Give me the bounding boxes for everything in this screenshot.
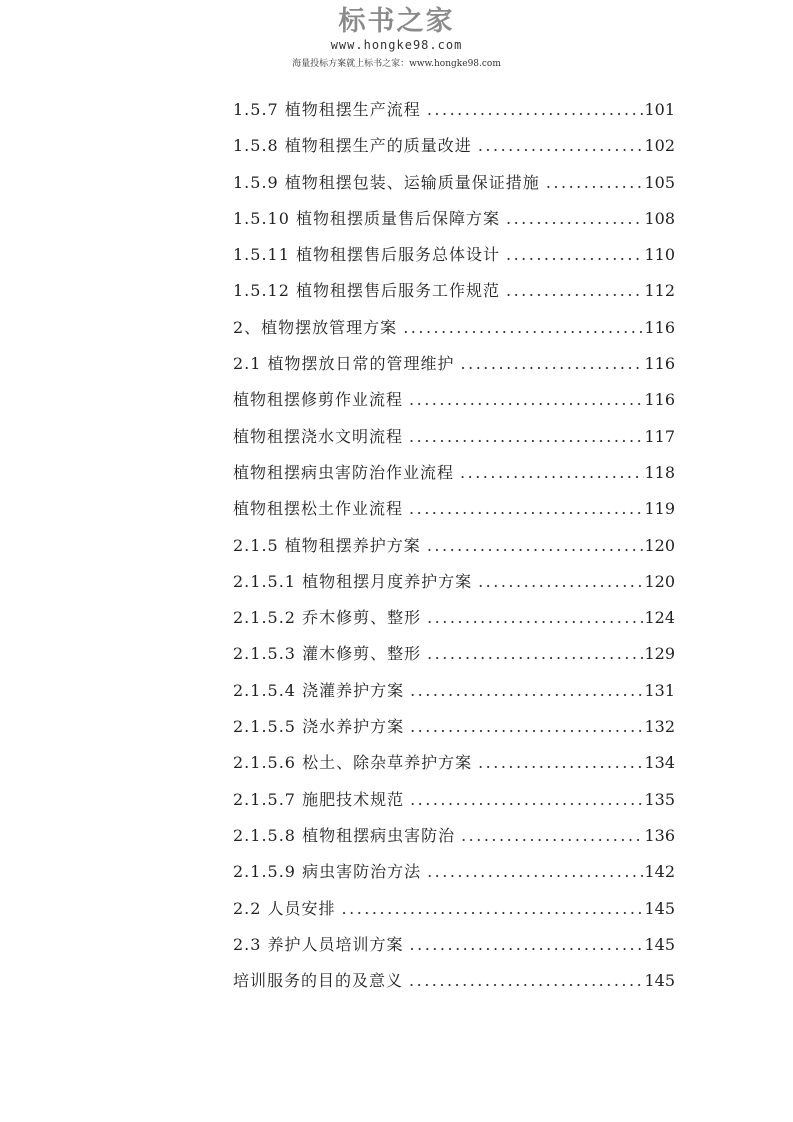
toc-entry-page-number: 131 <box>644 680 675 700</box>
toc-dot-leader <box>472 572 644 591</box>
toc-dot-leader <box>336 899 645 918</box>
toc-dot-leader <box>421 608 644 627</box>
toc-entry[interactable] <box>233 424 675 460</box>
header-tagline: 海量投标方案就上标书之家：www.hongke98.com <box>292 59 501 69</box>
toc-entry-page-number: 117 <box>644 426 675 446</box>
toc-dot-leader <box>454 463 644 482</box>
toc-dot-leader <box>540 173 645 192</box>
toc-entry-page-number: 135 <box>644 789 675 809</box>
page-header <box>0 6 793 70</box>
toc-entry[interactable] <box>233 896 675 932</box>
toc-dot-leader <box>404 681 644 700</box>
toc-entry-title: 2、植物摆放管理方案 <box>233 317 398 337</box>
toc-entry[interactable] <box>233 605 675 641</box>
toc-dot-leader <box>500 209 644 228</box>
toc-dot-leader <box>403 427 644 446</box>
toc-entry-title: 2.2 人员安排 <box>233 898 336 918</box>
toc-entry-page-number: 136 <box>644 825 675 845</box>
toc-entry[interactable] <box>233 460 675 496</box>
toc-entry[interactable] <box>233 351 675 387</box>
toc-entry-page-number: 105 <box>644 172 675 192</box>
toc-entry-page-number: 134 <box>644 753 675 773</box>
toc-entry[interactable] <box>233 678 675 714</box>
toc-entry-title: 2.1.5 植物租摆养护方案 <box>233 535 421 555</box>
toc-entry-page-number: 118 <box>644 462 675 482</box>
toc-dot-leader <box>421 100 645 119</box>
toc-dot-leader <box>455 826 644 845</box>
toc-entry-page-number: 120 <box>644 535 675 555</box>
toc-entry-title: 植物租摆浇水文明流程 <box>233 426 404 446</box>
toc-entry-title: 植物租摆病虫害防治作业流程 <box>233 462 455 482</box>
toc-entry-page-number: 129 <box>644 644 675 664</box>
toc-dot-leader <box>403 390 644 409</box>
toc-dot-leader <box>421 644 644 663</box>
toc-entry-page-number: 116 <box>644 317 675 337</box>
toc-dot-leader <box>403 971 644 990</box>
toc-entry-title: 2.3 养护人员培训方案 <box>233 934 404 954</box>
toc-entry[interactable] <box>233 714 675 750</box>
toc-entry[interactable] <box>233 859 675 895</box>
toc-entry[interactable] <box>233 242 675 278</box>
toc-entry-title: 培训服务的目的及意义 <box>233 971 404 991</box>
toc-entry-page-number: 116 <box>644 354 675 374</box>
toc-dot-leader <box>403 499 644 518</box>
toc-entry-title: 1.5.9 植物租摆包装、运输质量保证措施 <box>233 172 540 192</box>
toc-entry-page-number: 124 <box>644 608 675 628</box>
toc-entry-title: 2.1.5.8 植物租摆病虫害防治 <box>233 825 456 845</box>
toc-entry-page-number: 116 <box>644 390 675 410</box>
toc-entry-page-number: 142 <box>644 862 675 882</box>
toc-entry-title: 植物租摆松土作业流程 <box>233 499 404 519</box>
toc-dot-leader <box>500 281 644 300</box>
toc-entry-title: 2.1.5.1 植物租摆月度养护方案 <box>233 571 473 591</box>
toc-dot-leader <box>421 536 645 555</box>
toc-entry-page-number: 120 <box>644 571 675 591</box>
site-logo: 标书之家 <box>338 6 455 37</box>
toc-entry[interactable] <box>233 387 675 423</box>
toc-entry[interactable] <box>233 787 675 823</box>
toc-dot-leader <box>500 245 644 264</box>
toc-entry[interactable] <box>233 932 675 968</box>
toc-dot-leader <box>472 136 645 155</box>
toc-entry-title: 1.5.7 植物租摆生产流程 <box>233 100 421 119</box>
toc-entry[interactable] <box>233 968 675 1004</box>
toc-entry-title: 2.1.5.5 浇水养护方案 <box>233 717 405 737</box>
toc-entry[interactable] <box>233 569 675 605</box>
toc-dot-leader <box>397 318 644 337</box>
toc-entry-page-number: 132 <box>644 717 675 737</box>
toc-entry-title: 2.1.5.6 松土、除杂草养护方案 <box>233 753 473 773</box>
toc-entry-page-number: 119 <box>644 499 675 519</box>
toc-entry[interactable] <box>233 315 675 351</box>
toc-entry[interactable] <box>233 533 675 569</box>
toc-dot-leader <box>455 354 645 373</box>
toc-entry-page-number: 112 <box>644 281 675 301</box>
toc-entry[interactable] <box>233 133 675 169</box>
toc-entry-page-number: 108 <box>644 208 675 228</box>
toc-dot-leader <box>472 753 644 772</box>
toc-entry-title: 2.1.5.7 施肥技术规范 <box>233 789 405 809</box>
toc-entry-page-number: 101 <box>644 100 675 119</box>
toc-entry-title: 2.1.5.9 病虫害防治方法 <box>233 862 422 882</box>
site-url: www.hongke98.com <box>330 38 463 52</box>
toc-entry[interactable] <box>233 750 675 786</box>
toc-entry-page-number: 102 <box>644 136 675 156</box>
toc-entry[interactable] <box>233 170 675 206</box>
toc-entry[interactable] <box>233 206 675 242</box>
toc-entry-title: 植物租摆修剪作业流程 <box>233 390 404 410</box>
toc-entry-page-number: 110 <box>644 245 675 265</box>
toc-entry[interactable] <box>233 97 675 133</box>
table-of-contents <box>233 97 675 1004</box>
toc-entry-title: 1.5.11 植物租摆售后服务总体设计 <box>233 245 500 265</box>
toc-entry[interactable] <box>233 823 675 859</box>
toc-entry[interactable] <box>233 278 675 314</box>
toc-dot-leader <box>421 862 644 881</box>
toc-entry-title: 2.1.5.3 灌木修剪、整形 <box>233 644 422 664</box>
toc-entry-title: 2.1 植物摆放日常的管理维护 <box>233 354 455 374</box>
toc-dot-leader <box>404 717 644 736</box>
toc-dot-leader <box>404 935 645 954</box>
toc-entry-page-number: 145 <box>644 934 675 954</box>
toc-dot-leader <box>404 790 644 809</box>
toc-entry-title: 2.1.5.2 乔木修剪、整形 <box>233 608 422 628</box>
toc-entry-title: 1.5.10 植物租摆质量售后保障方案 <box>233 208 500 228</box>
toc-entry[interactable] <box>233 496 675 532</box>
toc-entry-title: 1.5.12 植物租摆售后服务工作规范 <box>233 281 500 301</box>
toc-entry-title: 1.5.8 植物租摆生产的质量改进 <box>233 136 472 156</box>
toc-entry-page-number: 145 <box>644 898 675 918</box>
toc-entry-page-number: 145 <box>644 971 675 991</box>
toc-entry[interactable] <box>233 641 675 677</box>
toc-entry-title: 2.1.5.4 浇灌养护方案 <box>233 680 405 700</box>
